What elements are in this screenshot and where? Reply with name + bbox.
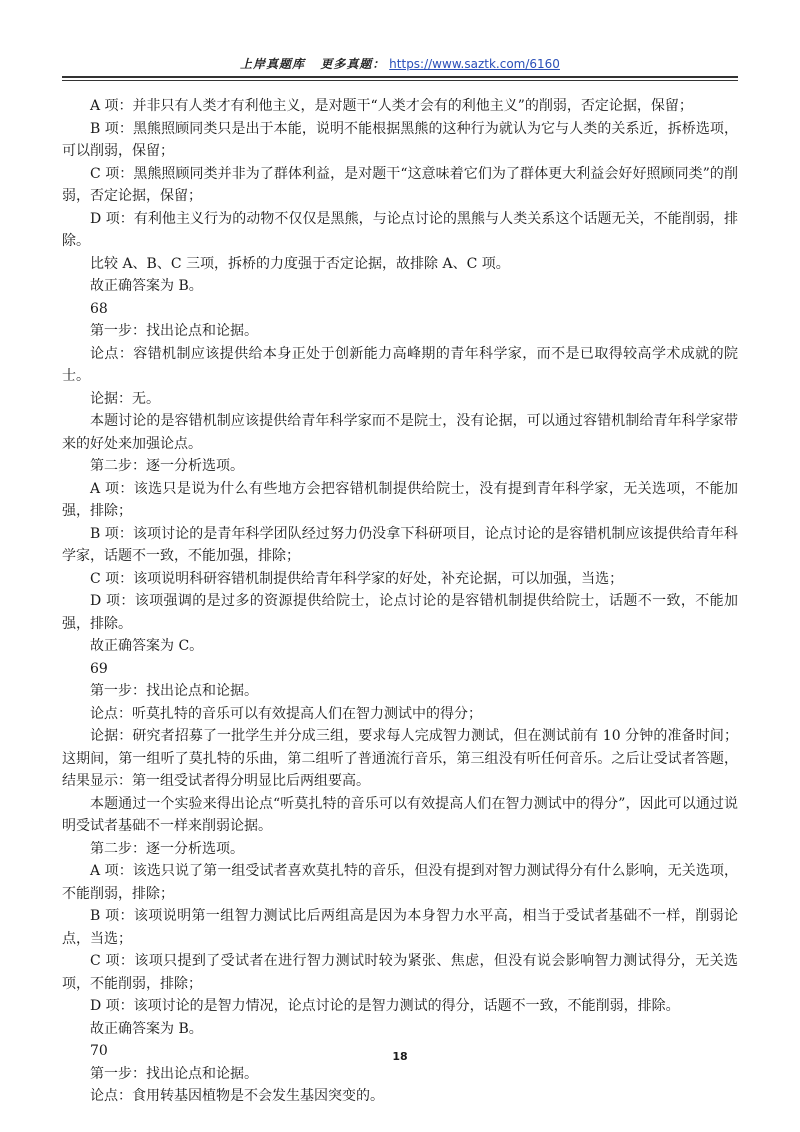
paragraph: 第二步：逐一分析选项。: [90, 840, 244, 857]
paragraph: A 项：该选只是说为什么有些地方会把容错机制提供给院士，没有提到青年科学家，无关选项，不能加强，排除；: [62, 480, 738, 519]
page-number: 18: [392, 1050, 408, 1063]
header-rule: [62, 76, 738, 81]
paragraph: 68: [90, 300, 108, 317]
paragraph: B 项：该项讨论的是青年科学团队经过努力仍没拿下科研项目，论点讨论的是容错机制应该提供给青年科学家，话题不一致，不能加强，排除；: [62, 525, 738, 564]
paragraph: 故正确答案为 C。: [90, 638, 204, 654]
more-label: 更多真题：: [320, 57, 386, 71]
paragraph: 本题通过一个实验来得出论点“听莫扎特的音乐可以有效提高人们在智力测试中的得分”，因此可以通过说明受试者基础不一样来削弱论据。: [62, 795, 738, 834]
paragraph: 论点：容错机制应该提供给本身正处于创新能力高峰期的青年科学家，而不是已取得较高学术成就的院士。: [62, 345, 738, 384]
paragraph: 故正确答案为 B。: [90, 278, 203, 294]
paragraph: 第一步：找出论点和论据。: [90, 1065, 258, 1082]
paragraph: D 项：该项强调的是过多的资源提供给院士，论点讨论的是容错机制提供给院士，话题不一致，不能加强，排除。: [62, 593, 738, 632]
paragraph: B 项：黑熊照顾同类只是出于本能，说明不能根据黑熊的这种行为就认为它与人类的关系近，拆桥选项，可以削弱，保留；: [62, 120, 738, 159]
paragraph: D 项：有利他主义行为的动物不仅仅是黑熊，与论点讨论的黑熊与人类关系这个话题无关，不能削弱，排除。: [62, 210, 738, 249]
paragraph: 第一步：找出论点和论据。: [90, 323, 258, 339]
paragraph: D 项：该项讨论的是智力情况，论点讨论的是智力测试的得分，话题不一致，不能削弱，排除。: [90, 998, 680, 1014]
paragraph: 本题讨论的是容错机制应该提供给青年科学家而不是院士，没有论据，可以通过容错机制给青年科学家带来的好处来加强论点。: [62, 413, 738, 452]
paragraph: 比较 A、B、C 三项，拆桥的力度强于否定论据，故排除 A、C 项。: [90, 255, 510, 272]
source-link[interactable]: https://www.saztk.com/6160: [389, 57, 560, 71]
paragraph: 论点：食用转基因植物是不会发生基因突变的。: [90, 1088, 384, 1104]
paragraph: 69: [90, 660, 108, 677]
paragraph: 论点：听莫扎特的音乐可以有效提高人们在智力测试中的得分；: [90, 705, 482, 722]
page-header: [0, 55, 800, 72]
paragraph: 论据：无。: [90, 390, 160, 407]
paragraph: 70: [90, 1043, 108, 1059]
paragraph: C 项：黑熊照顾同类并非为了群体利益，是对题干“这意味着它们为了群体更大利益会好好照顾同类”的削弱，否定论据，保留；: [62, 165, 738, 204]
paragraph: A 项：并非只有人类才有利他主义，是对题干“人类才会有的利他主义”的削弱，否定论据，保留；: [90, 98, 693, 114]
paragraph: C 项：该项说明科研容错机制提供给青年科学家的好处，补充论据，可以加强，当选；: [90, 570, 624, 587]
paragraph: C 项：该项只提到了受试者在进行智力测试时较为紧张、焦虑，但没有说会影响智力测试得分，无关选项，不能削弱，排除；: [62, 953, 738, 992]
paragraph: B 项：该项说明第一组智力测试比后两组高是因为本身智力水平高，相当于受试者基础不一样，削弱论点，当选；: [62, 908, 738, 947]
paragraph: 论据：研究者招募了一批学生并分成三组，要求每人完成智力测试，但在测试前有 10 分钟的准备时间；这期间，第一组听了莫扎特的乐曲，第二组听了普通流行音乐，第三组没有听任何音乐。之后让受试者答题，结果显示：第一组受试者得分明显比后两组要高。: [62, 728, 738, 789]
paragraph: A 项：该选只说了第一组受试者喜欢莫扎特的音乐，但没有提到对智力测试得分有什么影响，无关选项，不能削弱，排除；: [62, 863, 738, 902]
paragraph: 故正确答案为 B。: [90, 1020, 203, 1037]
brand-name: 上岸真题库: [240, 57, 306, 71]
document-body: [62, 95, 738, 1108]
paragraph: 第一步：找出论点和论据。: [90, 683, 258, 699]
paragraph: 第二步：逐一分析选项。: [90, 458, 244, 474]
